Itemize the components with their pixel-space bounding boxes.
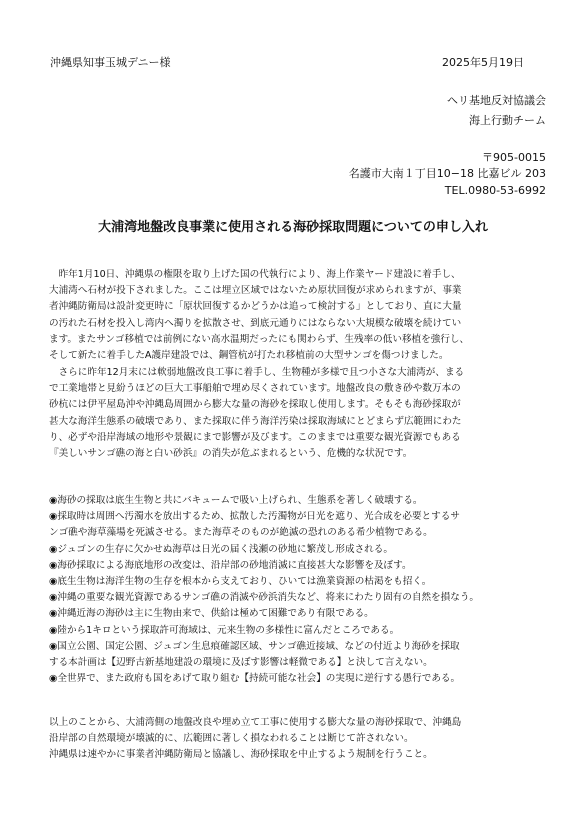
- concern-list: [49, 493, 549, 687]
- list-item: ◉国立公園、国定公園、ジュゴン生息痕確認区域、サンゴ礁近接域、などの付近より海砂を採取: [49, 640, 460, 652]
- letter-date: 2025年5月19日: [442, 56, 524, 69]
- closing-paragraph: [49, 715, 549, 764]
- list-item: ◉採取時は周囲へ汚濁水を放出するため、拡散した汚濁物が日光を遮り、光合成を必要とするサ: [49, 511, 460, 523]
- list-item: ◉底生生物は海洋生物の生存を根本から支えており、ひいては漁業資源の枯渇をも招く。: [49, 576, 432, 588]
- addressee: 沖縄県知事玉城デニー様: [50, 56, 171, 69]
- paragraph-line: り、必ずや沿岸海域の地形や景観にまで影響が及びます。このままでは重要な観光資源でもある: [49, 431, 461, 443]
- list-item: ◉ジュゴンの生存に欠かせぬ海草は日光の届く浅瀬の砂地に繁茂し形成される。: [49, 543, 393, 555]
- letter-title: 大浦湾地盤改良事業に使用される海砂採取問題についての申し入れ: [98, 220, 488, 235]
- paragraph-2: [49, 365, 539, 462]
- paragraph-line: 昨年1月10日、沖縄県の権限を取り上げた国の代執行により、海上作業ヤード建設に着手し、: [49, 269, 461, 280]
- sender-address: 名護市大南１丁目10−18 比嘉ビル 203: [348, 167, 546, 180]
- list-item: ◉海砂採取による海底地形の改変は、沿岸部の砂地消滅に直接甚大な影響を及ぼす。: [49, 559, 412, 571]
- paragraph-line: 以上のことから、大浦湾側の地盤改良や埋め立て工事に使用する膨大な量の海砂採取で、沖縄島: [49, 717, 462, 728]
- sender-tel: TEL.0980-53-6992: [444, 184, 546, 197]
- paragraph-line: 沖縄県は速やかに事業者沖縄防衛局と協議し、海砂採取を中止するよう規制を行うこと。: [49, 749, 433, 761]
- paragraph-line: 砂杭には伊平屋島沖や沖縄島周囲から膨大な量の海砂を採取し使用します。そもそも海砂採取が: [49, 399, 461, 411]
- list-item: ンゴ礁や海草藻場を死滅させる。また海草そのものが絶滅の恐れのある希少植物である。: [49, 527, 433, 539]
- list-item: ◉全世界で、また政府も国をあげて取り組む【持続可能な社会】の実現に逆行する愚行である。: [49, 673, 461, 685]
- list-item: ◉陸から1キロという採取許可海域は、元来生物の多様性に富んだところである。: [49, 624, 400, 636]
- paragraph-line: 沿岸部の自然環境が壊滅的に、広範囲に著しく損なわれることは断じて許されない。: [49, 733, 414, 745]
- list-item: ◉沖縄の重要な観光資源であるサンゴ礁の消滅や砂浜消失など、将来にわたり固有の自然を損なう。: [49, 592, 480, 604]
- paragraph-line: で工業地帯と見紛うほどの巨大工事船舶で埋め尽くされています。地盤改良の敷き砂や数万本の: [49, 383, 461, 395]
- list-item: ◉海砂の採取は底生生物と共にバキュームで吸い上げられ、生態系を著しく破壊する。: [49, 495, 423, 506]
- paragraph-line: 甚大な海洋生態系の破壊であり、また採取に伴う海洋汚染は採取海域にとどまらず広範囲にわた: [49, 415, 462, 427]
- paragraph-line: 『美しいサンゴ礁の海と白い砂浜』の消失が危ぶまれるという、危機的な状況です。: [49, 448, 413, 460]
- paragraph-line: の汚れた石材を投入し湾内へ濁りを拡散させ、到底元通りにはならない大規模な破壊を続けてい: [49, 317, 462, 329]
- paragraph-line: 大浦湾へ石材が投下されました。ここは埋立区域ではないため原状回復が求められますが、事業: [49, 285, 462, 297]
- paragraph-line: ます。またサンゴ移植では前例にない高水温期だったにも関わらず、生残率の低い移植を強行し、: [49, 333, 470, 345]
- paragraph-1: [49, 267, 539, 364]
- sender-org: ヘリ基地反対協議会: [447, 94, 546, 107]
- sender-postal: 〒905-0015: [482, 151, 546, 164]
- sender-team: 海上行動チーム: [469, 114, 546, 127]
- list-item: ◉沖縄近海の海砂は主に生物由来で、供給は極めて困難であり有限である。: [49, 608, 374, 620]
- paragraph-line: さらに昨年12月末には軟弱地盤改良工事に着手し、生物種が多様で且つ小さな大浦湾が、まる: [49, 367, 465, 378]
- paragraph-line: そして新たに着手したA護岸建設では、鋼管杭が打たれ移植前の大型サンゴを傷つけました。: [49, 350, 449, 362]
- list-item: する本計画は【辺野古新基地建設の環境に及ぼす影響は軽微である】と決して言えない。: [49, 657, 433, 669]
- paragraph-line: 者沖縄防衛局は設計変更時に「原状回復するかどうかは追って検討する」としており、直に大量: [49, 301, 462, 313]
